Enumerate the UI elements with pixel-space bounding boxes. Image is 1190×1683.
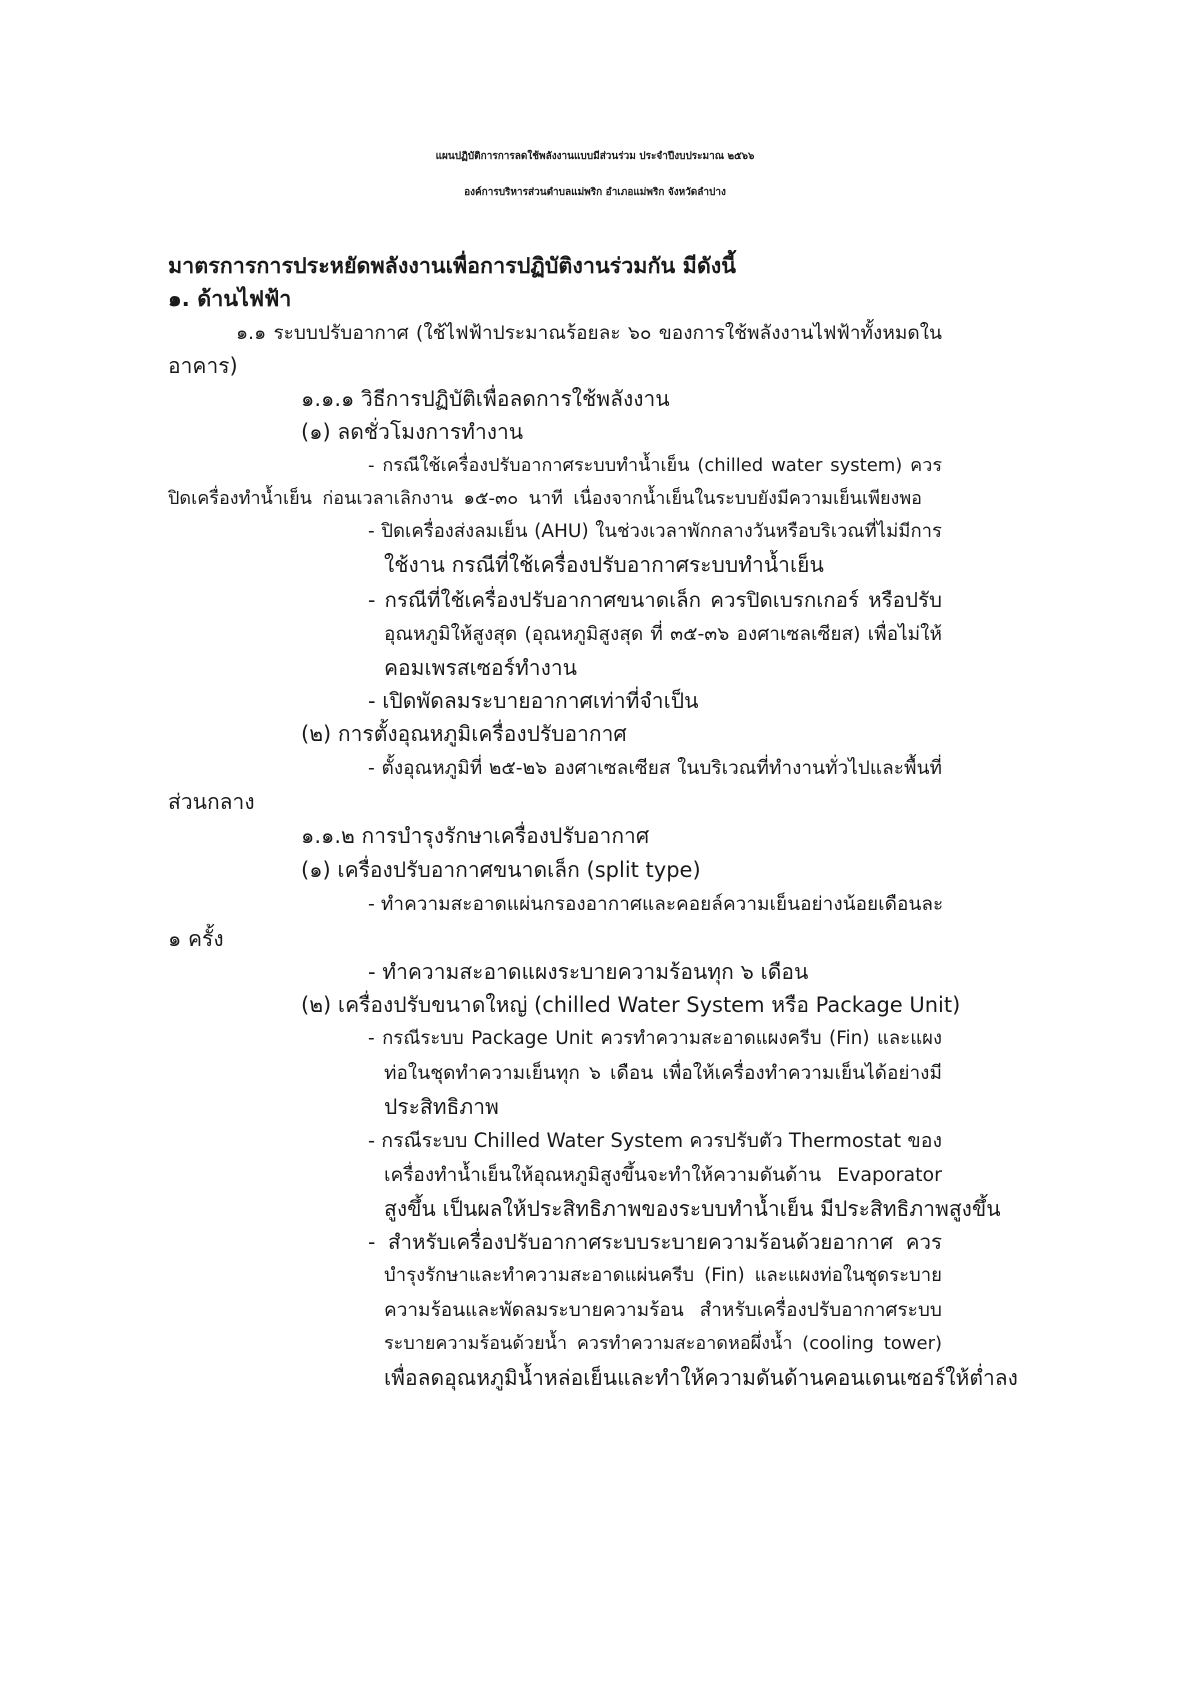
bullet-6-line-2: ๑ ครั้ง [168, 927, 224, 951]
bullet-3-line-2: อุณหภูมิให้สูงสุด (อุณหภูมิสูงสุด ที่ ๓๕-๓๖ องศาเซลเซียส) เพื่อไม่ให้ [384, 623, 942, 645]
document-title-line-1: แผนปฏิบัติการการลดใช้พลังงานแบบมีส่วนร่วม ประจำปีงบประมาณ ๒๕๖๖ [435, 151, 755, 162]
section-1-1-line-2: อาคาร) [168, 354, 238, 378]
bullet-8-line-2: ท่อในชุดทำความเย็นทุก ๖ เดือน เพื่อให้เครื่องทำความเย็นได้อย่างมี [384, 1062, 942, 1084]
section-1-1-2-heading: ๑.๑.๒ การบำรุงรักษาเครื่องปรับอากาศ [301, 824, 650, 848]
measures-heading: มาตรการการประหยัดพลังงานเพื่อการปฏิบัติงานร่วมกัน มีดังนี้ [168, 254, 736, 279]
bullet-7-line-1: - ทำความสะอาดแผงระบายความร้อนทุก ๖ เดือน [368, 960, 809, 984]
bullet-9-line-3: สูงขึ้น เป็นผลให้ประสิทธิภาพของระบบทำน้ำเย็น มีประสิทธิภาพสูงขึ้น [384, 1197, 1001, 1221]
bullet-3-line-3: คอมเพรสเซอร์ทำงาน [384, 656, 577, 680]
section-1-1-2-item-1-heading: (๑) เครื่องปรับอากาศขนาดเล็ก (split type) [301, 858, 701, 882]
bullet-4-line-1: - เปิดพัดลมระบายอากาศเท่าที่จำเป็น [368, 689, 699, 713]
section-1-1-1-heading: ๑.๑.๑ วิธีการปฏิบัติเพื่อลดการใช้พลังงาน [301, 387, 670, 411]
bullet-10-line-1: - สำหรับเครื่องปรับอากาศระบบระบายความร้อนด้วยอากาศ ควร [368, 1230, 942, 1254]
bullet-8-line-1: - กรณีระบบ Package Unit ควรทำความสะอาดแผงครีบ (Fin) และแผง [368, 1028, 942, 1049]
bullet-2-line-2: ใช้งาน กรณีที่ใช้เครื่องปรับอากาศระบบทำน้ำเย็น [384, 553, 824, 577]
bullet-8-line-3: ประสิทธิภาพ [384, 1095, 499, 1119]
bullet-10-line-5: เพื่อลดอุณหภูมิน้ำหล่อเย็นและทำให้ความดันด้านคอนเดนเซอร์ให้ต่ำลง [384, 1366, 1018, 1390]
section-1-1-line-1: ๑.๑ ระบบปรับอากาศ (ใช้ไฟฟ้าประมาณร้อยละ ๖๐ ของการใช้พลังงานไฟฟ้าทั้งหมดใน [236, 322, 942, 344]
section-1-heading: ๑. ด้านไฟฟ้า [168, 287, 292, 312]
document-title-line-2: องค์การบริหารส่วนตำบลแม่พริก อำเภอแม่พริก จังหวัดลำปาง [464, 187, 726, 198]
section-1-1-1-item-2-heading: (๒) การตั้งอุณหภูมิเครื่องปรับอากาศ [301, 722, 627, 746]
bullet-3-line-1: - กรณีที่ใช้เครื่องปรับอากาศขนาดเล็ก ควรปิดเบรกเกอร์ หรือปรับ [368, 588, 942, 612]
bullet-9-line-2: เครื่องทำน้ำเย็นให้อุณหภูมิสูงขึ้นจะทำให้ความดันด้าน Evaporator [384, 1164, 942, 1186]
bullet-10-line-4: ระบายความร้อนด้วยน้ำ ควรทำความสะอาดหอผึ่งน้ำ (cooling tower) [384, 1333, 942, 1354]
bullet-1-line-2: ปิดเครื่องทำน้ำเย็น ก่อนเวลาเลิกงาน ๑๕-๓๐ นาที เนื่องจากน้ำเย็นในระบบยังมีความเย็นเพียงพอ [168, 488, 922, 509]
bullet-2-line-1: - ปิดเครื่องส่งลมเย็น (AHU) ในช่วงเวลาพักกลางวันหรือบริเวณที่ไม่มีการ [368, 521, 942, 542]
bullet-5-line-1: - ตั้งอุณหภูมิที่ ๒๕-๒๖ องศาเซลเซียส ในบริเวณที่ทำงานทั่วไปและพื้นที่ [368, 757, 942, 779]
section-1-1-2-item-2-heading: (๒) เครื่องปรับขนาดใหญ่ (chilled Water System หรือ Package Unit) [301, 993, 961, 1017]
bullet-10-line-2: บำรุงรักษาและทำความสะอาดแผ่นครีบ (Fin) และแผงท่อในชุดระบาย [384, 1265, 942, 1286]
bullet-6-line-1: - ทำความสะอาดแผ่นกรองอากาศและคอยล์ความเย็นอย่างน้อยเดือนละ [368, 893, 944, 915]
bullet-5-line-2: ส่วนกลาง [168, 790, 255, 814]
bullet-1-line-1: - กรณีใช้เครื่องปรับอากาศระบบทำน้ำเย็น (chilled water system) ควร [368, 455, 942, 476]
bullet-9-line-1: - กรณีระบบ Chilled Water System ควรปรับตัว Thermostat ของ [368, 1129, 942, 1152]
section-1-1-1-item-1-heading: (๑) ลดชั่วโมงการทำงาน [301, 420, 524, 444]
bullet-10-line-3: ความร้อนและพัดลมระบายความร้อน สำหรับเครื่องปรับอากาศระบบ [384, 1299, 942, 1321]
